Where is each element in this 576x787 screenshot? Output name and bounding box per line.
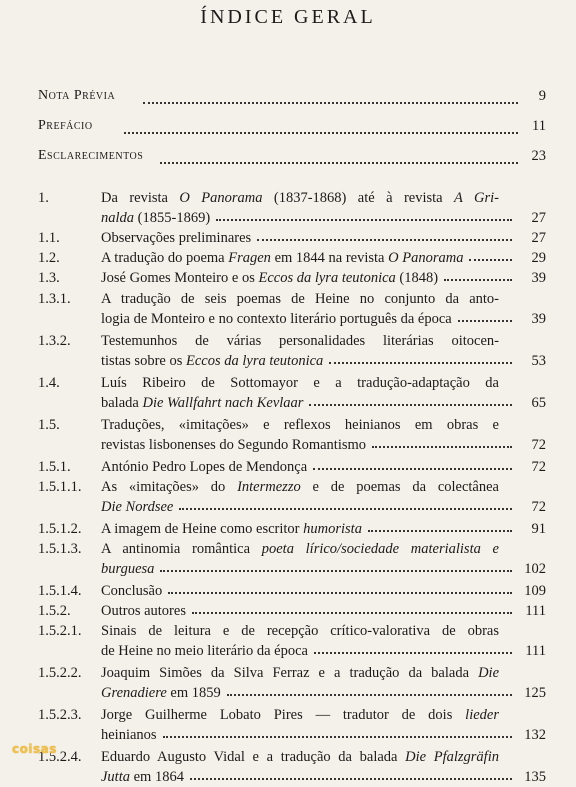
front-matter-label: Nota Prévia [38,88,118,103]
section-number: 1.5.1. [38,459,71,475]
dot-leader [216,219,512,221]
section-title-line: tistas sobre os Eccos da lyra teutonica [101,353,324,369]
section-title-line: Grenadiere em 1859 [101,685,221,701]
section-title [101,188,499,228]
dot-leader [469,259,512,261]
page-title: ÍNDICE GERAL [200,6,376,28]
page-number: 125 [524,685,546,701]
section-title-line: A antinomia romântica poeta lírico/sociedade materialista e [101,541,499,557]
dot-leader [368,530,512,532]
page-number: 27 [531,210,546,226]
section-number: 1.3.2. [38,333,71,349]
section-number: 1.5.2. [38,603,71,619]
page-number: 65 [531,395,546,411]
section-number: 1.5. [38,417,60,433]
dot-leader [163,736,512,738]
section-number: 1.5.1.1. [38,479,82,495]
section-title-line: Conclusão [101,583,163,599]
section-number: 1.2. [38,250,60,266]
page-number: 72 [531,499,546,515]
dot-leader [309,404,512,406]
section-title-line: Die Nordsee [101,499,174,515]
section-title [101,581,499,601]
section-title-line: Joaquim Simões da Silva Ferraz e a tradução da balada Die [101,665,499,681]
section-title-line: Jutta em 1864 [101,769,184,785]
page-number: 27 [531,230,546,246]
front-matter-label: Prefácio [38,118,96,133]
section-title [101,331,499,371]
dot-leader [143,102,518,104]
dot-leader [124,132,518,134]
page-number: 39 [531,311,546,327]
section-title-line: logia de Monteiro e no contexto literário português da época [101,311,452,327]
section-title-line: Testemunhos de várias personalidades literárias oitocen- [101,333,499,349]
section-title-line: José Gomes Monteiro e os Eccos da lyra teutonica (1848) [101,270,439,286]
section-title-line: Outros autores [101,603,186,619]
dot-leader [458,320,512,322]
section-number: 1.5.2.2. [38,665,82,681]
section-title-line: Luís Ribeiro de Sottomayor e a tradução-adaptação da [101,375,499,391]
section-title [101,228,499,248]
page-number: 29 [531,250,546,266]
dot-leader [160,162,518,164]
dot-leader [314,652,512,654]
dot-leader [444,279,512,281]
section-title [101,415,499,455]
section-title-line: revistas lisbonenses do Segundo Romantismo [101,437,367,453]
page-number: 132 [524,727,546,743]
section-number: 1.3.1. [38,291,71,307]
dot-leader [190,778,512,780]
section-title [101,705,499,745]
page-number: 23 [531,148,546,164]
watermark-logo: coisas [12,742,57,756]
section-title [101,621,499,661]
dot-leader [179,508,512,510]
dot-leader [168,592,512,594]
section-title-line: nalda (1855-1869) [101,210,211,226]
section-title-line: A imagem de Heine como escritor humorista [101,521,362,537]
section-title-line: António Pedro Lopes de Mendonça [101,459,308,475]
section-title-line: A tradução de seis poemas de Heine no conjunto da anto- [101,291,499,307]
section-title-line: Jorge Guilherme Lobato Pires — tradutor de dois lieder [101,707,499,723]
section-title-line: heinianos [101,727,157,743]
dot-leader [329,362,512,364]
front-matter-label: Esclarecimentos [38,148,146,163]
page-number: 109 [524,583,546,599]
section-title [101,289,499,329]
section-title-line: A tradução do poema Fragen em 1844 na revista O Panorama [101,250,464,266]
page-number: 135 [524,769,546,785]
section-number: 1.5.1.3. [38,541,82,557]
section-title [101,268,499,288]
section-title-line: balada Die Wallfahrt nach Kevlaar [101,395,304,411]
dot-leader [372,446,512,448]
dot-leader [257,239,512,241]
section-title [101,519,499,539]
section-title [101,747,499,787]
page-number: 53 [531,353,546,369]
front-matter-item[interactable] [38,118,546,138]
section-title [101,373,499,413]
section-title-line: burguesa [101,561,155,577]
section-number: 1.4. [38,375,60,391]
page-number: 72 [531,437,546,453]
page-number: 102 [524,561,546,577]
section-title-line: Traduções, «imitações» e reflexos heinianos em obras e [101,417,499,433]
section-title [101,477,499,517]
dot-leader [227,694,512,696]
dot-leader [160,570,512,572]
section-title [101,248,499,268]
section-title-line: Eduardo Augusto Vidal e a tradução da balada Die Pfalzgräfin [101,749,499,765]
section-number: 1.5.1.2. [38,521,82,537]
section-number: 1.1. [38,230,60,246]
page-number: 111 [525,603,546,619]
page-number: 91 [531,521,546,537]
page-number: 39 [531,270,546,286]
section-title-line: Observações preliminares [101,230,252,246]
section-title [101,457,499,477]
front-matter-item[interactable] [38,148,546,168]
section-title [101,539,499,579]
page-number: 11 [532,118,546,134]
dot-leader [313,468,512,470]
page-number: 9 [538,88,546,104]
section-number: 1.5.1.4. [38,583,82,599]
section-number: 1. [38,190,49,206]
section-title [101,601,499,621]
dot-leader [192,612,512,614]
page-number: 72 [531,459,546,475]
section-number: 1.3. [38,270,60,286]
section-title-line: Da revista O Panorama (1837-1868) até à revista A Gri- [101,190,499,206]
section-title-line: As «imitações» do Intermezzo e de poemas da colectânea [101,479,499,495]
section-number: 1.5.2.3. [38,707,82,723]
section-number: 1.5.2.4. [38,749,82,765]
section-title-line: de Heine no meio literário da época [101,643,308,659]
section-title-line: Sinais de leitura e de recepção crítico-valorativa de obras [101,623,499,639]
front-matter-item[interactable] [38,88,546,108]
section-title [101,663,499,703]
page-number: 111 [525,643,546,659]
section-number: 1.5.2.1. [38,623,82,639]
